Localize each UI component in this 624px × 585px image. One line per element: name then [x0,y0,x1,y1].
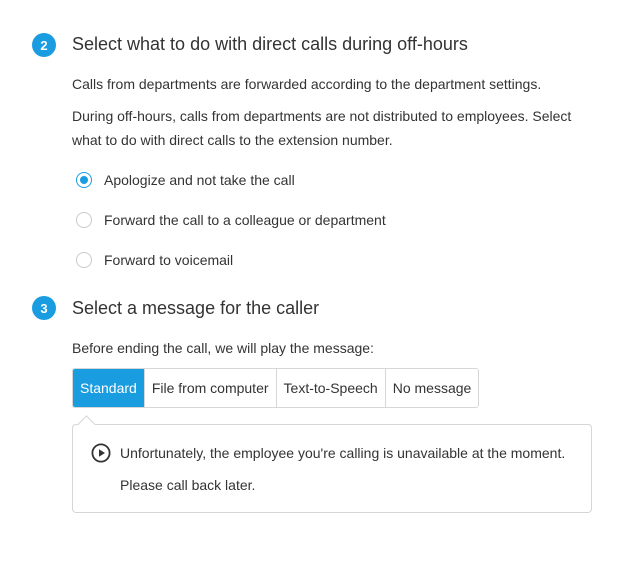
step-2-title: Select what to do with direct calls during off-hours [72,34,468,54]
radio-button-apologize[interactable] [76,172,92,188]
radio-option-apologize[interactable] [76,170,295,190]
step-3-number: 3 [40,300,48,316]
message-line-2: Please call back later. [120,477,256,493]
message-preview-box [72,424,592,513]
radio-button-forward-colleague[interactable] [76,212,92,228]
off-hours-description: During off-hours, calls from departments are not distributed to employees. Select what to do with direct calls to the extension number. [72,108,572,148]
radio-button-voicemail[interactable] [76,252,92,268]
step-3-title: Select a message for the caller [72,298,320,318]
radio-label-voicemail: Forward to voicemail [104,252,234,268]
message-description: Before ending the call, we will play the message: [72,340,374,356]
radio-option-voicemail[interactable] [76,250,233,270]
tab-no-message[interactable]: No message [385,369,479,407]
radio-label-apologize: Apologize and not take the call [104,172,295,188]
step-2-number: 2 [40,37,48,53]
radio-option-forward-colleague[interactable] [76,210,386,230]
message-type-tabs [72,368,479,408]
radio-label-forward-colleague: Forward the call to a colleague or department [104,212,386,228]
step-3-badge [32,296,56,320]
step-2-badge [32,33,56,57]
tab-file-from-computer[interactable]: File from computer [144,369,276,407]
tab-text-to-speech[interactable]: Text-to-Speech [276,369,385,407]
message-line-1: Unfortunately, the employee you're calling is unavailable at the moment. [120,445,566,461]
department-calls-note: Calls from departments are forwarded according to the department settings. [72,76,542,92]
tab-standard[interactable]: Standard [73,369,144,407]
play-circle-icon[interactable] [91,443,111,463]
